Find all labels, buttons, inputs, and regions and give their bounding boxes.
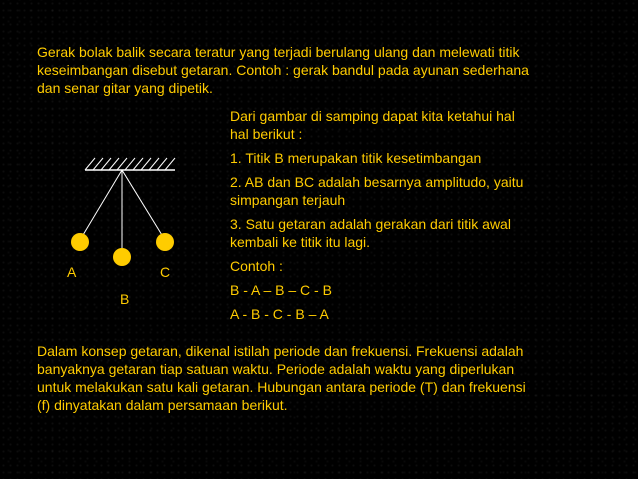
point-2-line-2: simpangan terjauh xyxy=(230,192,346,208)
pendulum-diagram xyxy=(55,150,205,310)
label-b: B xyxy=(120,291,130,307)
explanation-line-1: Dari gambar di samping dapat kita ketahui hal xyxy=(230,108,515,124)
string-a xyxy=(80,170,122,240)
explanation-line-2: hal berikut : xyxy=(230,126,303,142)
bob-a xyxy=(71,233,89,251)
point-2-line-1: 2. AB dan BC adalah besarnya amplitudo, yaitu xyxy=(230,174,524,190)
point-3-line-1: 3. Satu getaran adalah gerakan dari titik awal xyxy=(230,216,511,232)
explanation-column xyxy=(230,107,523,323)
example-sequence-1: B - A – B – C - B xyxy=(230,282,332,298)
label-c: C xyxy=(160,264,171,280)
intro-line-1: Gerak bolak balik secara teratur yang terjadi berulang ulang dan melewati titik xyxy=(37,44,520,60)
intro-line-3: dan senar gitar yang dipetik. xyxy=(37,80,213,96)
string-c xyxy=(122,170,165,240)
intro-line-2: keseimbangan disebut getaran. Contoh : gerak bandul pada ayunan sederhana xyxy=(37,62,529,78)
label-a: A xyxy=(67,264,77,280)
bottom-line-3: untuk melakukan satu kali getaran. Hubungan antara periode (T) dan frekuensi xyxy=(37,379,526,395)
bob-c xyxy=(156,233,174,251)
period-frequency-paragraph xyxy=(37,342,526,414)
ceiling-hatching xyxy=(85,158,175,170)
bob-b xyxy=(113,248,131,266)
point-1: 1. Titik B merupakan titik kesetimbangan xyxy=(230,150,482,166)
point-3-line-2: kembali ke titik itu lagi. xyxy=(230,234,371,250)
example-heading: Contoh : xyxy=(230,258,283,274)
bottom-line-2: banyaknya getaran tiap satuan waktu. Periode adalah waktu yang diperlukan xyxy=(37,361,515,377)
pendulum-svg xyxy=(55,150,205,310)
bottom-line-4: (f) dinyatakan dalam persamaan berikut. xyxy=(37,397,288,413)
bottom-line-1: Dalam konsep getaran, dikenal istilah periode dan frekuensi. Frekuensi adalah xyxy=(37,343,524,359)
example-sequence-2: A - B - C - B – A xyxy=(230,306,329,322)
intro-paragraph xyxy=(37,43,529,97)
